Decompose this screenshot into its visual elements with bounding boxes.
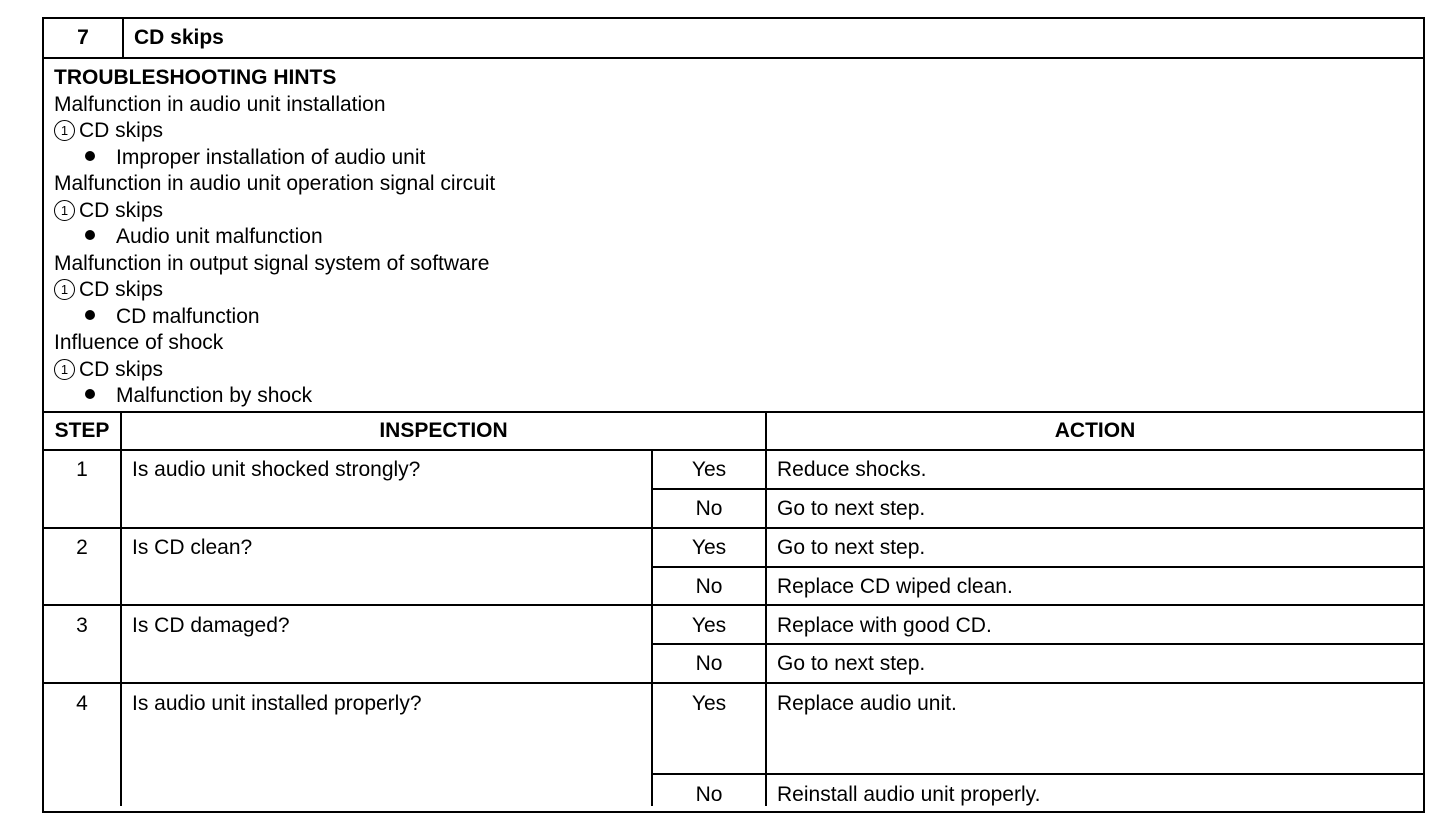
inspection-question: Is audio unit shocked strongly? [132,458,421,481]
yes-action: Replace audio unit. [777,692,957,715]
hint-cause: Malfunction by shock [116,384,313,407]
troubleshooting-hints [54,65,1414,410]
answer-no: No [695,575,723,598]
step-header: STEP [54,419,110,442]
hint-symptom: CD skips [79,278,164,301]
hint-group [54,251,1414,331]
table-rule [44,682,1423,684]
no-action: Replace CD wiped clean. [777,575,1013,598]
circled-number-icon: 1 [54,279,75,300]
table-divider [120,411,122,806]
bullet-icon [85,389,95,399]
step-number: 4 [76,692,88,715]
bullet-icon [85,230,95,240]
answer-yes: Yes [691,692,727,715]
hint-category: Malfunction in audio unit operation signal circuit [54,172,496,195]
title-bar [44,19,1423,59]
hint-symptom: CD skips [79,198,164,222]
step-number: 3 [76,614,88,637]
hint-cause: Improper installation of audio unit [116,145,426,169]
hint-group [54,330,1414,410]
table-rule [44,604,1423,606]
troubleshooting-document [42,17,1425,813]
table-rule [44,527,1423,529]
inspection-question: Is CD damaged? [132,614,290,637]
hint-symptom: CD skips [79,119,164,142]
step-number: 1 [76,458,88,481]
table-divider [765,411,767,806]
yes-action: Go to next step. [777,536,926,559]
action-header: ACTION [1054,419,1136,442]
hint-category: Malfunction in audio unit installation [54,92,386,116]
procedure-number: 7 [44,19,124,57]
yes-action: Replace with good CD. [777,614,992,637]
answer-yes: Yes [691,614,727,637]
no-action: Reinstall audio unit properly. [777,783,1041,806]
inspection-header: INSPECTION [379,419,508,442]
hint-cause: Audio unit malfunction [116,225,323,248]
bullet-icon [85,310,95,320]
no-action: Go to next step. [777,652,926,675]
circled-number-icon: 1 [54,200,75,221]
circled-number-icon: 1 [54,359,75,380]
hint-category: Influence of shock [54,331,224,354]
hints-heading: TROUBLESHOOTING HINTS [54,66,337,89]
answer-yes: Yes [691,458,727,481]
procedure-title: CD skips [134,26,224,49]
hint-cause: CD malfunction [116,304,260,328]
inspection-question: Is CD clean? [132,536,253,559]
table-rule [44,449,1423,451]
hint-group [54,171,1414,251]
inspection-question: Is audio unit installed properly? [132,692,422,715]
circled-number-icon: 1 [54,120,75,141]
hint-group [54,92,1414,172]
table-rule [44,411,1423,413]
step-number: 2 [76,536,88,559]
answer-no: No [695,783,723,806]
yes-action: Reduce shocks. [777,458,927,481]
answer-no: No [695,497,723,520]
no-action: Go to next step. [777,497,926,520]
answer-yes: Yes [691,536,727,559]
hint-symptom: CD skips [79,357,164,381]
hint-category: Malfunction in output signal system of software [54,251,490,275]
bullet-icon [85,151,95,161]
answer-no: No [695,652,723,675]
